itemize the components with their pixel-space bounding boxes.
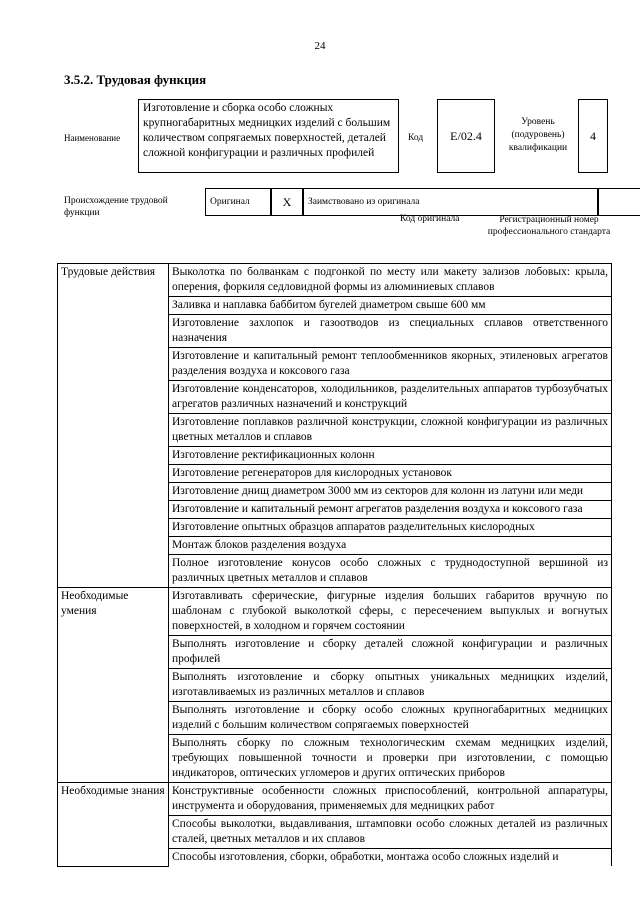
skills-label: Необходимые умения bbox=[58, 588, 169, 783]
table-cell: Выполнять сборку по сложным технологическим схемам медницких изделий, требующих повышенной точности и проверки при изготовлении, с помощью индикаторов, оптических угломеров и других оптических приборов bbox=[169, 735, 612, 783]
section-title: 3.5.2. Трудовая функция bbox=[64, 72, 207, 87]
table-cell: Изготовление захлопок и газоотводов из специальных сплавов ответственного назначения bbox=[169, 315, 612, 348]
table-row bbox=[58, 783, 612, 816]
function-table bbox=[57, 263, 612, 867]
table-row bbox=[58, 264, 612, 297]
table-cell: Выполнять изготовление и сборку особо сложных крупногабаритных медницких изделий с большим количеством сопрягаемых поверхностей bbox=[169, 702, 612, 735]
name-label: Наименование bbox=[64, 133, 121, 143]
table-cell: Полное изготовление конусов особо сложных с труднодоступной вершиной из различных цветных металлов и сплавов bbox=[169, 555, 612, 588]
table-cell: Изготовление опытных образцов аппаратов разделительных кислородных bbox=[169, 519, 612, 537]
table-cell: Изготовление поплавков различной конструкции, сложной конфигурации из различных цветных металлов и сплавов bbox=[169, 414, 612, 447]
table-cell: Заливка и наплавка баббитом бугелей диаметром свыше 600 мм bbox=[169, 297, 612, 315]
original-label: Оригинал bbox=[205, 188, 271, 216]
table-cell: Изготовление регенераторов для кислородных установок bbox=[169, 465, 612, 483]
table-cell: Способы изготовления, сборки, обработки, монтажа особо сложных изделий и bbox=[169, 849, 612, 867]
labor-actions-label: Трудовые действия bbox=[58, 264, 169, 588]
borrowed-label: Заимствовано из оригинала bbox=[303, 188, 598, 216]
code-label: Код bbox=[408, 133, 424, 143]
name-value: Изготовление и сборка особо сложных крупногабаритных медницких изделий с большим количеством сопрягаемых поверхностей, деталей сложной конфигурации и различных профилей bbox=[138, 99, 399, 173]
table-cell: Изготовление ректификационных колонн bbox=[169, 447, 612, 465]
table-cell: Изготовление днищ диаметром 3000 мм из секторов для колонн из латуни или меди bbox=[169, 483, 612, 501]
knowledge-label: Необходимые знания bbox=[58, 783, 169, 867]
origin-label: Происхождение трудовой функции bbox=[64, 196, 168, 218]
table-cell: Способы выколотки, выдавливания, штамповки особо сложных деталей из различных сталей, цветных металлов и их сплавов bbox=[169, 816, 612, 849]
original-code-cell bbox=[598, 188, 640, 216]
code-value: E/02.4 bbox=[437, 99, 495, 173]
table-cell: Изготовление конденсаторов, холодильников, разделительных аппаратов турбозубчатых агрегатов различных назначений и конструкций bbox=[169, 381, 612, 414]
origin-row bbox=[205, 188, 610, 216]
table-cell: Изготавливать сферические, фигурные изделия больших габаритов вручную по шаблонам с глубокой выколоткой сферы, с пересечением выпуклых и вогнутых поверхностей, в холодном и горячем состоянии bbox=[169, 588, 612, 636]
level-label: Уровень (подуровень) квалификации bbox=[508, 117, 568, 153]
table-cell: Выполнять изготовление и сборку деталей сложной конфигурации и различных профилей bbox=[169, 636, 612, 669]
table-cell: Изготовление и капитальный ремонт теплообменников якорных, этиленовых агрегатов разделения воздуха и коксового газа bbox=[169, 348, 612, 381]
level-value: 4 bbox=[578, 99, 608, 173]
table-cell: Конструктивные особенности сложных приспособлений, контрольной аппаратуры, инструмента и оборудования, применяемых для медницких работ bbox=[169, 783, 612, 816]
table-row bbox=[58, 588, 612, 636]
page-number: 24 bbox=[314, 40, 326, 52]
reg-number-label: Регистрационный номер профессионального стандарта bbox=[487, 215, 611, 237]
original-code-label: Код оригинала bbox=[400, 214, 460, 224]
table-cell: Выполнять изготовление и сборку опытных уникальных медницких изделий, изготавливаемых из различных металлов и сплавов bbox=[169, 669, 612, 702]
table-cell: Изготовление и капитальный ремонт агрегатов разделения воздуха и коксового газа bbox=[169, 501, 612, 519]
table-cell: Выколотка по болванкам с подгонкой по месту или макету зализов лобовых: крыла, оперения, форкиля седловидной формы из алюминиевых сплавов bbox=[169, 264, 612, 297]
table-cell: Монтаж блоков разделения воздуха bbox=[169, 537, 612, 555]
original-mark: X bbox=[271, 188, 303, 216]
